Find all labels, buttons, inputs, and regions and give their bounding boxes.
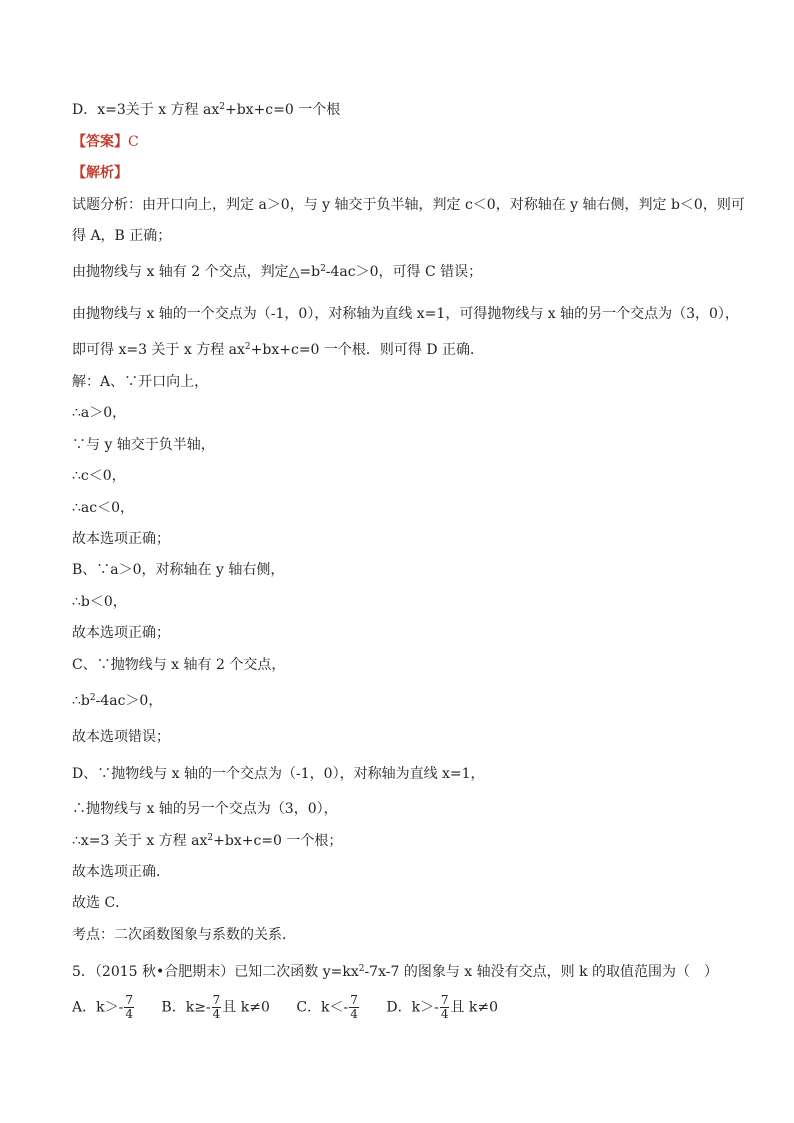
solution-line-9: 故本选项正确； [72, 625, 170, 641]
analysis-line-3-suffix: -4ac＞0，可得 C 错误； [325, 264, 483, 280]
solution-line-15-suffix: +bx+c=0 一个根； [213, 833, 343, 849]
solution-line-15-sup: 2 [207, 833, 214, 843]
analysis-tag-line [72, 164, 128, 182]
option-b-denominator: 4 [212, 1007, 221, 1021]
solution-line-11-prefix: ∴b [72, 693, 90, 709]
analysis-line-5 [72, 341, 484, 359]
solution-line-12: 故本选项错误； [72, 729, 170, 745]
solution-line-3: ∵与 y 轴交于负半轴， [72, 437, 215, 453]
analysis-line-5-sup: 2 [244, 342, 251, 352]
solution-line-13: D、∵抛物线与 x 轴的一个交点为（-1，0），对称轴为直线 x=1， [72, 766, 485, 782]
option-c [296, 994, 360, 1021]
option-d-denominator: 4 [440, 1007, 449, 1021]
option-d-line [72, 101, 340, 119]
option-b-fraction [212, 994, 222, 1021]
solution-line-11 [72, 692, 162, 710]
knowledge-point-line: 考点：二次函数图象与系数的关系． [72, 927, 296, 943]
analysis-line-3-sup: 2 [320, 264, 326, 274]
option-d-numerator: 7 [440, 993, 449, 1007]
solution-line-16: 故本选项正确． [72, 864, 170, 880]
option-d-sup: 2 [219, 102, 225, 112]
option-c-denominator: 4 [350, 1007, 358, 1021]
question-5-prefix: 5．（2015 秋•合肥期末）已知二次函数 y=kx [72, 964, 359, 980]
option-b [161, 994, 269, 1021]
solution-line-8: ∴b＜0， [72, 594, 127, 610]
analysis-line-1: 试题分析：由开口向上，判定 a＞0，与 y 轴交于负半轴，判定 c＜0，对称轴在 y 轴右侧，判定 b＜0，则可 [72, 197, 745, 213]
question-5-sup: 2 [358, 964, 365, 974]
option-c-fraction [349, 994, 359, 1021]
option-b-tail: 且 k≠0 [222, 999, 270, 1016]
question-5-suffix: -7x-7 的图象与 x 轴没有交点，则 k 的取值范围为（ ） [364, 964, 719, 980]
option-b-label: B．k≥- [161, 999, 211, 1016]
analysis-line-5-suffix: +bx+c=0 一个根．则可得 D 正确． [250, 342, 485, 358]
option-d-fraction [440, 994, 450, 1021]
option-d [386, 994, 498, 1021]
analysis-line-3 [72, 263, 482, 281]
option-b-numerator: 7 [212, 993, 221, 1007]
option-d-suffix: +bx+c=0 一个根 [224, 102, 341, 118]
solution-line-11-suffix: -4ac＞0， [95, 693, 163, 709]
answer-line [72, 133, 139, 151]
option-c-label: C．k＜- [296, 999, 349, 1016]
answer-value: C [128, 134, 139, 150]
option-d-tail: 且 k≠0 [450, 999, 499, 1016]
analysis-tag: 【解析】 [72, 165, 128, 181]
solution-line-4: ∴c＜0， [72, 468, 126, 484]
answer-tag: 【答案】 [72, 134, 128, 150]
option-a [72, 994, 135, 1021]
option-d-label: D．k＞- [386, 999, 439, 1016]
solution-line-1: 解：A、∵开口向上， [72, 374, 209, 390]
analysis-line-4: 由抛物线与 x 轴的一个交点为（-1，0），对称轴为直线 x=1，可得抛物线与 x 轴的另一个交点为（3，0）， [72, 306, 739, 322]
solution-line-5: ∴ac＜0， [72, 500, 135, 516]
solution-line-10: C、∵抛物线与 x 轴有 2 个交点， [72, 657, 286, 673]
analysis-line-2: 得 A，B 正确； [72, 228, 172, 244]
solution-line-14: ∴抛物线与 x 轴的另一个交点为（3，0）， [72, 801, 338, 817]
analysis-line-5-prefix: 即可得 x=3 关于 x 方程 ax [72, 342, 245, 358]
option-c-numerator: 7 [350, 993, 358, 1007]
solution-line-15 [72, 832, 342, 850]
option-a-label: A．k＞- [72, 999, 124, 1016]
solution-line-15-prefix: ∴x=3 关于 x 方程 ax [72, 833, 208, 849]
option-a-denominator: 4 [125, 1007, 133, 1021]
question-5-options [72, 994, 520, 1021]
solution-line-11-sup: 2 [89, 693, 96, 703]
option-a-numerator: 7 [125, 993, 133, 1007]
analysis-line-3-prefix: 由抛物线与 x 轴有 2 个交点，判定△=b [72, 264, 321, 280]
option-a-fraction [124, 994, 134, 1021]
solution-line-17: 故选 C． [72, 895, 130, 911]
solution-line-7: B、∵a＞0，对称轴在 y 轴右侧， [72, 562, 285, 578]
solution-line-2: ∴a＞0， [72, 405, 127, 421]
solution-line-6: 故本选项正确； [72, 531, 170, 547]
option-d-prefix: D．x=3关于 x 方程 ax [72, 102, 220, 118]
question-5-stem [72, 963, 718, 981]
